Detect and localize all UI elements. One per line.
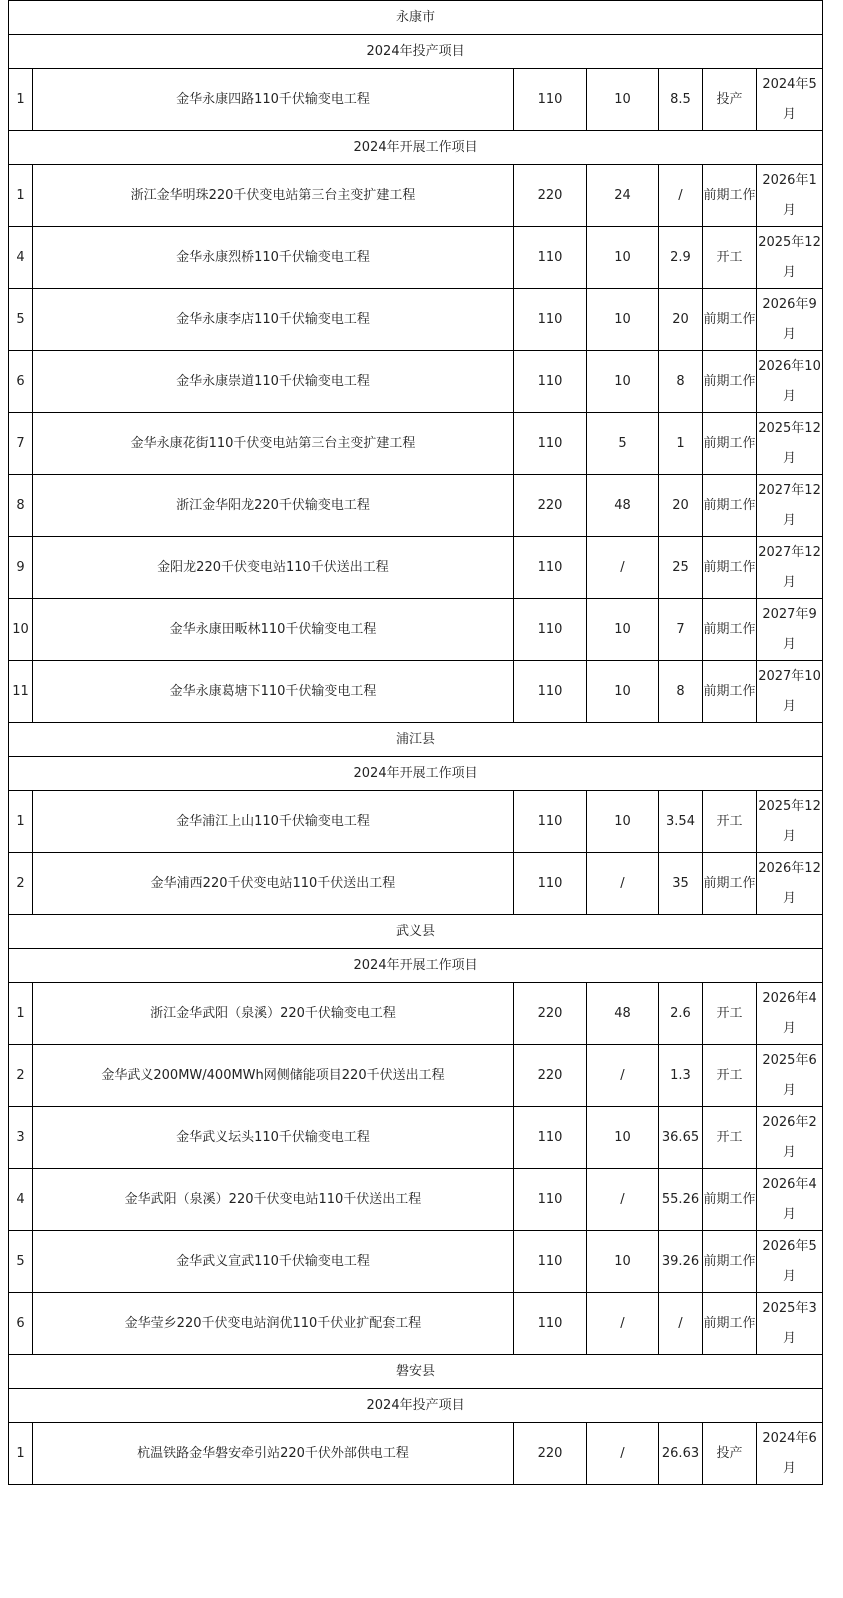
group-title: 2024年开展工作项目 bbox=[9, 131, 823, 165]
capacity: 48 bbox=[587, 983, 659, 1045]
row-index: 7 bbox=[9, 413, 33, 475]
completion-date: 2025年12月 bbox=[757, 791, 823, 853]
capacity: / bbox=[587, 853, 659, 915]
group-header-row bbox=[9, 757, 823, 791]
row-index: 11 bbox=[9, 661, 33, 723]
table-row bbox=[9, 475, 823, 537]
status: 前期工作 bbox=[703, 289, 757, 351]
project-name: 金华永康田畈林110千伏输变电工程 bbox=[33, 599, 514, 661]
capacity: 5 bbox=[587, 413, 659, 475]
length: 20 bbox=[659, 475, 703, 537]
status: 前期工作 bbox=[703, 475, 757, 537]
length: 7 bbox=[659, 599, 703, 661]
voltage-kv: 110 bbox=[514, 791, 587, 853]
length: 35 bbox=[659, 853, 703, 915]
project-name: 浙江金华武阳（泉溪）220千伏输变电工程 bbox=[33, 983, 514, 1045]
table-row bbox=[9, 413, 823, 475]
project-name: 金华武阳（泉溪）220千伏变电站110千伏送出工程 bbox=[33, 1169, 514, 1231]
group-title: 2024年开展工作项目 bbox=[9, 949, 823, 983]
capacity: 10 bbox=[587, 227, 659, 289]
project-name: 金华永康葛塘下110千伏输变电工程 bbox=[33, 661, 514, 723]
status: 前期工作 bbox=[703, 537, 757, 599]
length: 3.54 bbox=[659, 791, 703, 853]
table-row bbox=[9, 1169, 823, 1231]
table-row bbox=[9, 351, 823, 413]
capacity: / bbox=[587, 1045, 659, 1107]
voltage-kv: 220 bbox=[514, 475, 587, 537]
table-row bbox=[9, 165, 823, 227]
status: 前期工作 bbox=[703, 599, 757, 661]
status: 前期工作 bbox=[703, 853, 757, 915]
length: 8.5 bbox=[659, 69, 703, 131]
completion-date: 2026年5月 bbox=[757, 1231, 823, 1293]
project-name: 杭温铁路金华磐安牵引站220千伏外部供电工程 bbox=[33, 1423, 514, 1485]
section-title: 永康市 bbox=[9, 1, 823, 35]
table-row bbox=[9, 661, 823, 723]
project-name: 金华浦江上山110千伏输变电工程 bbox=[33, 791, 514, 853]
status: 前期工作 bbox=[703, 1169, 757, 1231]
status: 前期工作 bbox=[703, 661, 757, 723]
length: 36.65 bbox=[659, 1107, 703, 1169]
completion-date: 2027年12月 bbox=[757, 475, 823, 537]
row-index: 2 bbox=[9, 1045, 33, 1107]
capacity: / bbox=[587, 537, 659, 599]
voltage-kv: 110 bbox=[514, 1107, 587, 1169]
status: 前期工作 bbox=[703, 351, 757, 413]
project-name: 金华浦西220千伏变电站110千伏送出工程 bbox=[33, 853, 514, 915]
table-row bbox=[9, 1293, 823, 1355]
capacity: / bbox=[587, 1423, 659, 1485]
table-row bbox=[9, 983, 823, 1045]
length: 39.26 bbox=[659, 1231, 703, 1293]
section-header-row bbox=[9, 1, 823, 35]
project-table bbox=[8, 0, 823, 1485]
length: 2.6 bbox=[659, 983, 703, 1045]
length: 2.9 bbox=[659, 227, 703, 289]
status: 前期工作 bbox=[703, 1231, 757, 1293]
capacity: 10 bbox=[587, 599, 659, 661]
capacity: 48 bbox=[587, 475, 659, 537]
group-header-row bbox=[9, 1389, 823, 1423]
row-index: 2 bbox=[9, 853, 33, 915]
status: 前期工作 bbox=[703, 413, 757, 475]
capacity: 10 bbox=[587, 69, 659, 131]
row-index: 1 bbox=[9, 69, 33, 131]
project-name: 浙江金华阳龙220千伏输变电工程 bbox=[33, 475, 514, 537]
voltage-kv: 110 bbox=[514, 661, 587, 723]
capacity: 10 bbox=[587, 1107, 659, 1169]
voltage-kv: 110 bbox=[514, 227, 587, 289]
completion-date: 2025年12月 bbox=[757, 413, 823, 475]
completion-date: 2026年1月 bbox=[757, 165, 823, 227]
voltage-kv: 110 bbox=[514, 599, 587, 661]
completion-date: 2027年9月 bbox=[757, 599, 823, 661]
project-name: 浙江金华明珠220千伏变电站第三台主变扩建工程 bbox=[33, 165, 514, 227]
group-title: 2024年投产项目 bbox=[9, 35, 823, 69]
row-index: 5 bbox=[9, 289, 33, 351]
voltage-kv: 220 bbox=[514, 1045, 587, 1107]
capacity: 10 bbox=[587, 661, 659, 723]
capacity: / bbox=[587, 1293, 659, 1355]
capacity: 10 bbox=[587, 289, 659, 351]
section-header-row bbox=[9, 723, 823, 757]
project-name: 金华武义坛头110千伏输变电工程 bbox=[33, 1107, 514, 1169]
completion-date: 2025年12月 bbox=[757, 227, 823, 289]
status: 开工 bbox=[703, 1107, 757, 1169]
status: 前期工作 bbox=[703, 1293, 757, 1355]
status: 投产 bbox=[703, 1423, 757, 1485]
voltage-kv: 110 bbox=[514, 413, 587, 475]
row-index: 8 bbox=[9, 475, 33, 537]
length: 20 bbox=[659, 289, 703, 351]
table-row bbox=[9, 227, 823, 289]
group-header-row bbox=[9, 949, 823, 983]
length: 8 bbox=[659, 351, 703, 413]
project-name: 金华永康李店110千伏输变电工程 bbox=[33, 289, 514, 351]
row-index: 9 bbox=[9, 537, 33, 599]
completion-date: 2026年12月 bbox=[757, 853, 823, 915]
group-header-row bbox=[9, 131, 823, 165]
voltage-kv: 110 bbox=[514, 853, 587, 915]
status: 开工 bbox=[703, 983, 757, 1045]
length: 55.26 bbox=[659, 1169, 703, 1231]
group-title: 2024年开展工作项目 bbox=[9, 757, 823, 791]
capacity: 10 bbox=[587, 791, 659, 853]
voltage-kv: 110 bbox=[514, 351, 587, 413]
section-header-row bbox=[9, 915, 823, 949]
section-title: 武义县 bbox=[9, 915, 823, 949]
table-row bbox=[9, 537, 823, 599]
status: 开工 bbox=[703, 1045, 757, 1107]
status: 投产 bbox=[703, 69, 757, 131]
length: / bbox=[659, 165, 703, 227]
voltage-kv: 110 bbox=[514, 1293, 587, 1355]
table-row bbox=[9, 853, 823, 915]
group-title: 2024年投产项目 bbox=[9, 1389, 823, 1423]
project-name: 金华永康烈桥110千伏输变电工程 bbox=[33, 227, 514, 289]
length: 8 bbox=[659, 661, 703, 723]
table-row bbox=[9, 1423, 823, 1485]
table-row bbox=[9, 289, 823, 351]
project-name: 金华永康崇道110千伏输变电工程 bbox=[33, 351, 514, 413]
row-index: 6 bbox=[9, 1293, 33, 1355]
voltage-kv: 110 bbox=[514, 69, 587, 131]
completion-date: 2027年10月 bbox=[757, 661, 823, 723]
completion-date: 2026年4月 bbox=[757, 1169, 823, 1231]
status: 开工 bbox=[703, 227, 757, 289]
row-index: 6 bbox=[9, 351, 33, 413]
row-index: 5 bbox=[9, 1231, 33, 1293]
completion-date: 2024年6月 bbox=[757, 1423, 823, 1485]
project-name: 金华莹乡220千伏变电站润优110千伏业扩配套工程 bbox=[33, 1293, 514, 1355]
voltage-kv: 110 bbox=[514, 537, 587, 599]
table-row bbox=[9, 1107, 823, 1169]
completion-date: 2025年3月 bbox=[757, 1293, 823, 1355]
project-name: 金华武义200MW/400MWh网侧储能项目220千伏送出工程 bbox=[33, 1045, 514, 1107]
group-header-row bbox=[9, 35, 823, 69]
length: 1.3 bbox=[659, 1045, 703, 1107]
section-header-row bbox=[9, 1355, 823, 1389]
capacity: 24 bbox=[587, 165, 659, 227]
completion-date: 2027年12月 bbox=[757, 537, 823, 599]
length: 26.63 bbox=[659, 1423, 703, 1485]
project-name: 金华永康花街110千伏变电站第三台主变扩建工程 bbox=[33, 413, 514, 475]
length: 1 bbox=[659, 413, 703, 475]
capacity: 10 bbox=[587, 351, 659, 413]
completion-date: 2025年6月 bbox=[757, 1045, 823, 1107]
row-index: 3 bbox=[9, 1107, 33, 1169]
voltage-kv: 110 bbox=[514, 1169, 587, 1231]
voltage-kv: 220 bbox=[514, 165, 587, 227]
table-row bbox=[9, 69, 823, 131]
completion-date: 2026年2月 bbox=[757, 1107, 823, 1169]
table-row bbox=[9, 599, 823, 661]
length: 25 bbox=[659, 537, 703, 599]
completion-date: 2026年9月 bbox=[757, 289, 823, 351]
project-name: 金阳龙220千伏变电站110千伏送出工程 bbox=[33, 537, 514, 599]
project-name: 金华永康四路110千伏输变电工程 bbox=[33, 69, 514, 131]
table-body bbox=[9, 1, 823, 1485]
capacity: 10 bbox=[587, 1231, 659, 1293]
row-index: 4 bbox=[9, 1169, 33, 1231]
project-name: 金华武义宣武110千伏输变电工程 bbox=[33, 1231, 514, 1293]
section-title: 浦江县 bbox=[9, 723, 823, 757]
table-row bbox=[9, 791, 823, 853]
section-title: 磐安县 bbox=[9, 1355, 823, 1389]
table-row bbox=[9, 1045, 823, 1107]
row-index: 1 bbox=[9, 983, 33, 1045]
status: 开工 bbox=[703, 791, 757, 853]
row-index: 10 bbox=[9, 599, 33, 661]
table-row bbox=[9, 1231, 823, 1293]
completion-date: 2024年5月 bbox=[757, 69, 823, 131]
row-index: 1 bbox=[9, 165, 33, 227]
completion-date: 2026年10月 bbox=[757, 351, 823, 413]
row-index: 1 bbox=[9, 1423, 33, 1485]
voltage-kv: 220 bbox=[514, 1423, 587, 1485]
voltage-kv: 110 bbox=[514, 289, 587, 351]
voltage-kv: 110 bbox=[514, 1231, 587, 1293]
completion-date: 2026年4月 bbox=[757, 983, 823, 1045]
capacity: / bbox=[587, 1169, 659, 1231]
row-index: 1 bbox=[9, 791, 33, 853]
row-index: 4 bbox=[9, 227, 33, 289]
length: / bbox=[659, 1293, 703, 1355]
voltage-kv: 220 bbox=[514, 983, 587, 1045]
status: 前期工作 bbox=[703, 165, 757, 227]
